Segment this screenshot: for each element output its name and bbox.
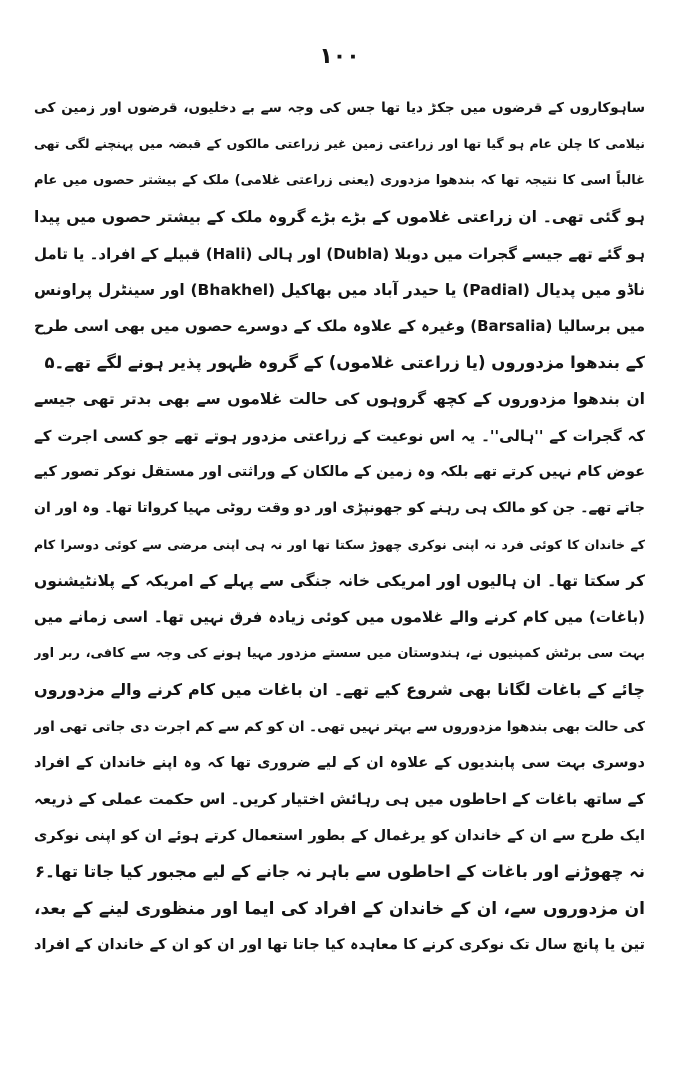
text-line: کی حالت بھی بندھوا مزدوروں سے بہتر نہیں تھی۔ ان کو کم سے کم اجرت دی جاتی تھی اور: [34, 718, 645, 735]
text-line: نیلامی کا چلن عام ہو گیا تھا اور زراعتی زمین غیر زراعتی مالکوں کے قبضہ میں پہنچنے لگی تھی: [34, 136, 645, 152]
text-line: نہ چھوڑنے اور باغات کے احاطوں سے باہر نہ جانے کے لیے مجبور کیا جاتا تھا۔۶: [35, 862, 645, 882]
page-number: ۱۰۰: [319, 44, 360, 69]
text-line: ان مزدوروں سے، ان کے خاندان کے افراد کی ایما اور منظوری لینے کے بعد،: [34, 898, 645, 919]
text-line: ساہوکاروں کے قرضوں میں جکڑ دیا تھا جس کی وجہ سے بے دخلیوں، قرضوں اور زمین کی: [34, 100, 645, 116]
body-text: [34, 90, 645, 963]
text-line: ایک طرح سے ان کے خاندان کو یرغمال کے بطور استعمال کرتے ہوئے ان کو اپنی نوکری: [34, 827, 645, 844]
text-line: دوسری بہت سی پابندیوں کے علاوہ ان کے لیے ضروری تھا کہ وہ اپنے خاندان کے افراد: [34, 755, 645, 772]
text-line: غالباً اسی کا نتیجہ تھا کہ بندھوا مزدوری (یعنی زراعتی غلامی) ملک کے بیشتر حصوں میں عام: [34, 172, 645, 188]
text-line: عوض کام نہیں کرتے تھے بلکہ وہ زمین کے مالکان کے وراثتی اور مستقل نوکر تصور کیے: [34, 463, 645, 480]
text-line: ان بندھوا مزدوروں کے کچھ گروہوں کی حالت غلاموں سے بھی بدتر تھی جیسے: [34, 390, 645, 409]
text-line: کہ گجرات کے ''ہالی''۔ یہ اس نوعیت کے زراعتی مزدور ہوتے تھے جو کسی اجرت کے: [34, 426, 645, 445]
text-line: ہو گئی تھی۔ ان زراعتی غلاموں کے بڑے بڑے گروہ ملک کے بیشتر حصوں میں پیدا: [34, 208, 645, 227]
text-line: کر سکتا تھا۔ ان ہالیوں اور امریکی خانہ جنگی سے پہلے کے امریکہ کے پلانٹیشنوں: [34, 572, 645, 591]
text-line: چائے کے باغات لگانا بھی شروع کیے تھے۔ ان باغات میں کام کرنے والے مزدوروں: [34, 680, 645, 700]
text-line: کے ساتھ باغات کے احاطوں میں ہی رہائش اختیار کریں۔ اس حکمت عملی کے ذریعہ: [34, 790, 645, 809]
text-line: تین یا پانچ سال تک نوکری کرنے کا معاہدہ کیا جاتا تھا اور ان کو ان کے خاندان کے افراد: [34, 936, 645, 953]
text-line: ہو گئے تھے جیسے گجرات میں دوبلا (Dubla) اور ہالی (Hali) قبیلے کے افراد۔ یا تامل: [34, 244, 645, 263]
text-line: کے خاندان کا کوئی فرد نہ اپنی نوکری چھوڑ سکتا تھا اور نہ ہی اپنی مرضی سے کوئی دوسرا کام: [34, 536, 645, 552]
text-line: میں برسالیا (Barsalia) وغیرہ کے علاوہ ملک کے دوسرے حصوں میں بھی اسی طرح: [34, 317, 645, 336]
text-line: کے بندھوا مزدوروں (یا زراعتی غلاموں) کے گروہ ظہور پذیر ہونے لگے تھے۔۵: [44, 352, 645, 372]
text-line: ناڈو میں پدیال (Padial) یا حیدر آباد میں بھاکیل (Bhakhel) اور سینٹرل پراونس: [34, 280, 645, 299]
text-line: جاتے تھے۔ جن کو مالک ہی رہنے کو جھونپڑی اور دو وقت روٹی مہیا کرواتا تھا۔ وہ اور ان: [34, 500, 645, 517]
text-line: بہت سی برٹش کمپنیوں نے، ہندوستان میں سستے مزدور مہیا ہونے کی وجہ سے کافی، ربر اور: [34, 645, 645, 661]
text-line: (باغات) میں کام کرنے والے غلاموں میں کوئی زیادہ فرق نہیں تھا۔ اسی زمانے میں: [34, 608, 645, 627]
